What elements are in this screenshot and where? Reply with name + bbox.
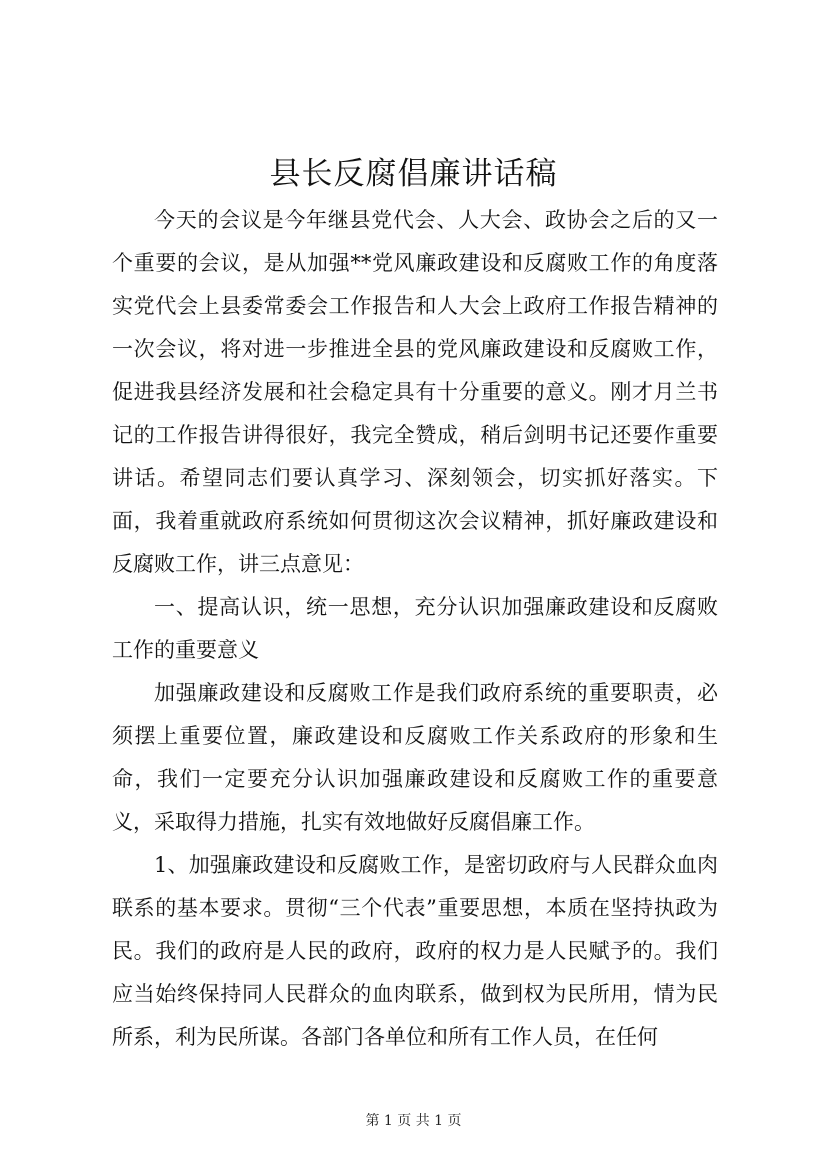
paragraph-point-1: 1、加强廉政建设和反腐败工作，是密切政府与人民群众血肉联系的基本要求。贯彻“三个代表”重要思想，本质在坚持执政为民。我们的政府是人民的政府，政府的权力是人民赋予的。我们应当始终保持同人民群众的血肉联系，做到权为民所用，情为民所系，利为民所谋。各部门各单位和所有工作人员，在任何 [112,853,718,1049]
document-body [112,199,718,1059]
document-title: 县长反腐倡廉讲话稿 [269,156,558,192]
page-footer: 第 1 页 共 1 页 [365,1113,462,1129]
section-heading-1: 一、提高认识，统一思想，充分认识加强廉政建设和反腐败工作的重要意义 [112,595,718,662]
paragraph-intro: 今天的会议是今年继县党代会、人大会、政协会之后的又一个重要的会议，是从加强**党风廉政建设和反腐败工作的角度落实党代会上县委常委会工作报告和人大会上政府工作报告精神的一次会议，将对进一步推进全县的党风廉政建设和反腐败工作，促进我县经济发展和社会稳定具有十分重要的意义。刚才月兰书记的工作报告讲得很好，我完全赞成，稍后剑明书记还要作重要讲话。希望同志们要认真学习、深刻领会，切实抓好落实。下面，我着重就政府系统如何贯彻这次会议精神，抓好廉政建设和反腐败工作，讲三点意见： [112,208,718,576]
paragraph-section-1: 加强廉政建设和反腐败工作是我们政府系统的重要职责，必须摆上重要位置，廉政建设和反腐败工作关系政府的形象和生命，我们一定要充分认识加强廉政建设和反腐败工作的重要意义，采取得力措施，扎实有效地做好反腐倡廉工作。 [112,681,718,834]
